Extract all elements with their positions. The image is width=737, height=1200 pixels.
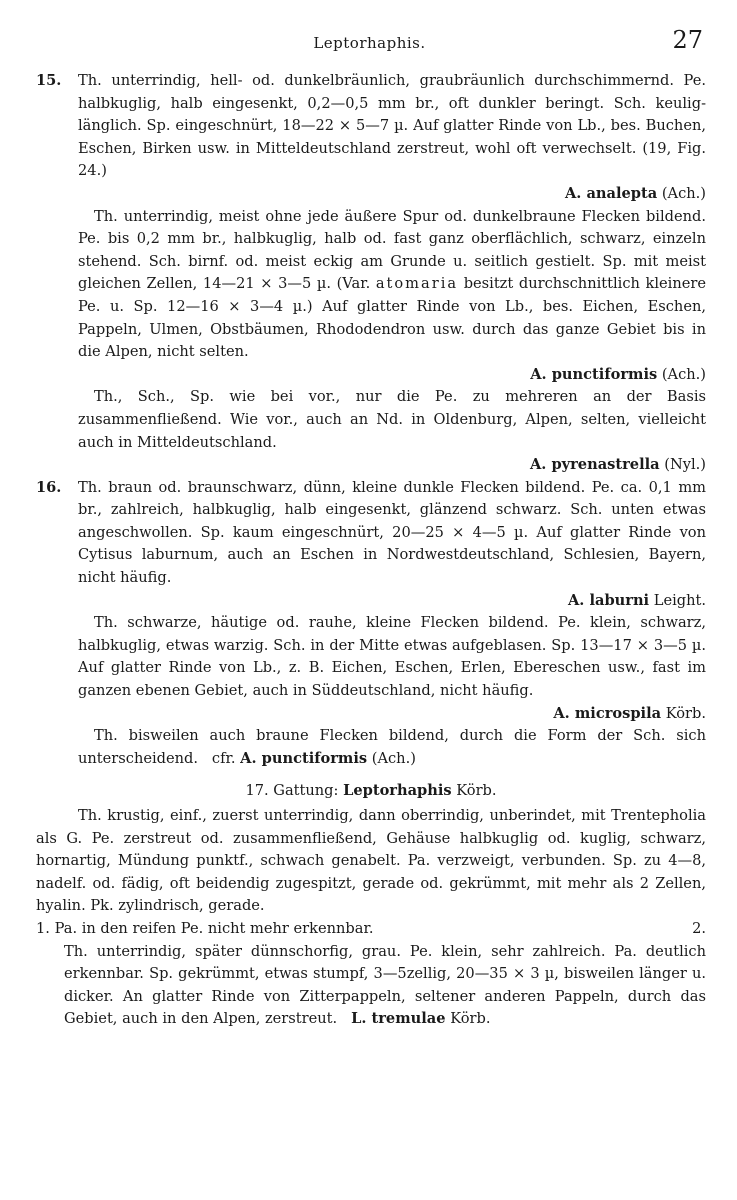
species-name: A. laburni (567, 591, 650, 609)
key-lead-ref: 2. (692, 919, 706, 937)
page-body (36, 70, 706, 1031)
species-name: L. tremulae (351, 1010, 446, 1028)
species-name: A. punctiformis (240, 749, 368, 767)
cfr-label: cfr. (211, 749, 236, 767)
entry-16-text-b: Th. schwarze, häutige od. rauhe, kleine Flecken bildend. Pe. klein, schwarz, halbkuglig, etwas warzig. Sch. in der Mitte etwas aufgeblasen. Sp. 13—17 × 3—5 µ. Auf glatter Rinde von Lb., z. B. Eichen, Eschen, Erlen, Ebereschen usw., fast im ganzen ebenen Gebiet, auch in Süddeutschland, nicht häufig. (78, 614, 706, 700)
genus-name: Leptorhaphis (343, 782, 452, 800)
key-lead-number: 1. (36, 919, 50, 937)
entry-16-text-c: Th. bisweilen auch braune Flecken bildend, durch die Form der Sch. sich unterscheidend. (78, 727, 706, 767)
key-alt-text: Th. unterrindig, später dünnschorfig, grau. Pe. klein, sehr zahlreich. Pa. deutlich erkennbar. Sp. gekrümmt, etwas stumpf, 3—5zellig, 20—35 × 3 µ, bisweilen länger u. dicker. An glatter Rinde von Zitterpappeln, seltener anderen Pappeln, durch das Gebiet, auch in den Alpen, zerstreut. (64, 942, 706, 1028)
entry-15-paragraph-a (36, 70, 706, 183)
genus-description: Th. krustig, einf., zuerst unterrindig, dann oberrindig, unberindet, mit Trentepholia als G. Pe. zerstreut od. zusammenfließend, Gehäuse halbkuglig od. kuglig, schwarz, hornartig, Mündung punktf., schwach genabelt. Pa. verzweigt, verbunden. Sp. zu 4—8, nadelf. od. fädig, oft beidendig zugespitzt, gerade od. gekrümmt, mit mehr als 2 Zellen, hyalin. Pk. zylindrisch, gerade. (36, 807, 706, 915)
entry-16-paragraph-b (36, 612, 706, 702)
entry-15-text-b1: Th. unterrindig, meist ohne jede äußere Spur od. dunkelbraune Flecken bildend. Pe. bis 0,2 mm br., halbkuglig, halb od. fast ganz oberflächlich, schwarz, einzeln stehend. Sch. birnf. od. meist eckig am Grunde u. seitlich gestielt. Sp. mit meist gleichen Zellen, 14—21 × 3—5 µ. (Var. (78, 207, 706, 293)
entry-15-species-c-line (36, 454, 706, 477)
key-lead-1 (36, 918, 706, 941)
species-author: Körb. (450, 1010, 491, 1028)
entry-15-text-c: Th., Sch., Sp. wie bei vor., nur die Pe. zu mehreren an der Basis zusammenfließend. Wie vor., auch an Nd. in Oldenburg, Alpen, selten, vielleicht auch in Mitteldeutschland. (78, 388, 706, 451)
species-author: (Ach.) (371, 749, 416, 767)
entry-15-number: 15. (36, 72, 62, 89)
entry-16-species-b-line (36, 703, 706, 726)
entry-15-species-a-line (36, 183, 706, 206)
entry-16-number: 16. (36, 478, 62, 496)
genus-heading (36, 780, 706, 803)
page-number: 27 (672, 26, 703, 54)
species-author: Leight. (653, 591, 706, 609)
species-name: A. pyrenastrella (529, 456, 660, 474)
variety-name: atomaria (375, 275, 459, 293)
page-header (36, 26, 703, 56)
entry-15-species-b-line (36, 364, 706, 387)
entry-15-paragraph-c (36, 386, 706, 454)
species-name: A. analepta (564, 184, 658, 202)
species-name: A. microspila (553, 704, 662, 722)
key-alternative (36, 941, 706, 1031)
entry-16-paragraph-a (36, 477, 706, 590)
species-author: (Nyl.) (664, 456, 706, 474)
entry-15-paragraph-b (36, 206, 706, 364)
entry-15-text-a: Th. unterrindig, hell- od. dunkelbräunlich, graubräunlich durchschimmernd. Pe. halbkuglig, halb eingesenkt, 0,2—0,5 mm br., oft dunkler beringt. Sch. keulig-länglich. Sp. eingeschnürt, 18—22 × 5—7 µ. Auf glatter Rinde von Lb., bes. Buchen, Eschen, Birken usw. in Mitteldeutschland zerstreut, wohl oft verwechselt. (19, Fig. 24.) (78, 72, 706, 180)
species-name: A. punctiformis (530, 365, 658, 383)
entry-16-text-a: Th. braun od. braunschwarz, dünn, kleine dunkle Flecken bildend. Pe. ca. 0,1 mm br., zahlreich, halbkuglig, halb eingesenkt, glänzend schwarz. Sch. unten etwas angeschwollen. Sp. kaum eingeschnürt, 20—25 × 4—5 µ. Auf glatter Rinde von Cytisus laburnum, auch an Eschen in Nordwestdeutschland, Schlesien, Bayern, nicht häufig. (78, 478, 706, 587)
entry-16-species-a-line (36, 590, 706, 613)
species-author: (Ach.) (661, 184, 706, 202)
entry-16-paragraph-c (36, 725, 706, 770)
running-title: Leptorhaphis. (313, 34, 426, 52)
species-author: Körb. (665, 704, 706, 722)
entry-15-text-b2: besitzt durchschnittlich kleinere Pe. u. Sp. 12—16 × 3—4 µ.) Auf glatter Rinde von Lb., bes. Eichen, Eschen, Pappeln, Ulmen, Obstbäumen, Rhododendron usw. durch das ganze Gebiet bis in die Alpen, nicht selten. (78, 275, 706, 361)
species-author: (Ach.) (661, 365, 706, 383)
key-lead-text: Pa. in den reifen Pe. nicht mehr erkennbar. (54, 919, 374, 937)
genus-heading-prefix: 17. Gattung: (245, 782, 339, 800)
genus-author: Körb. (456, 782, 497, 800)
